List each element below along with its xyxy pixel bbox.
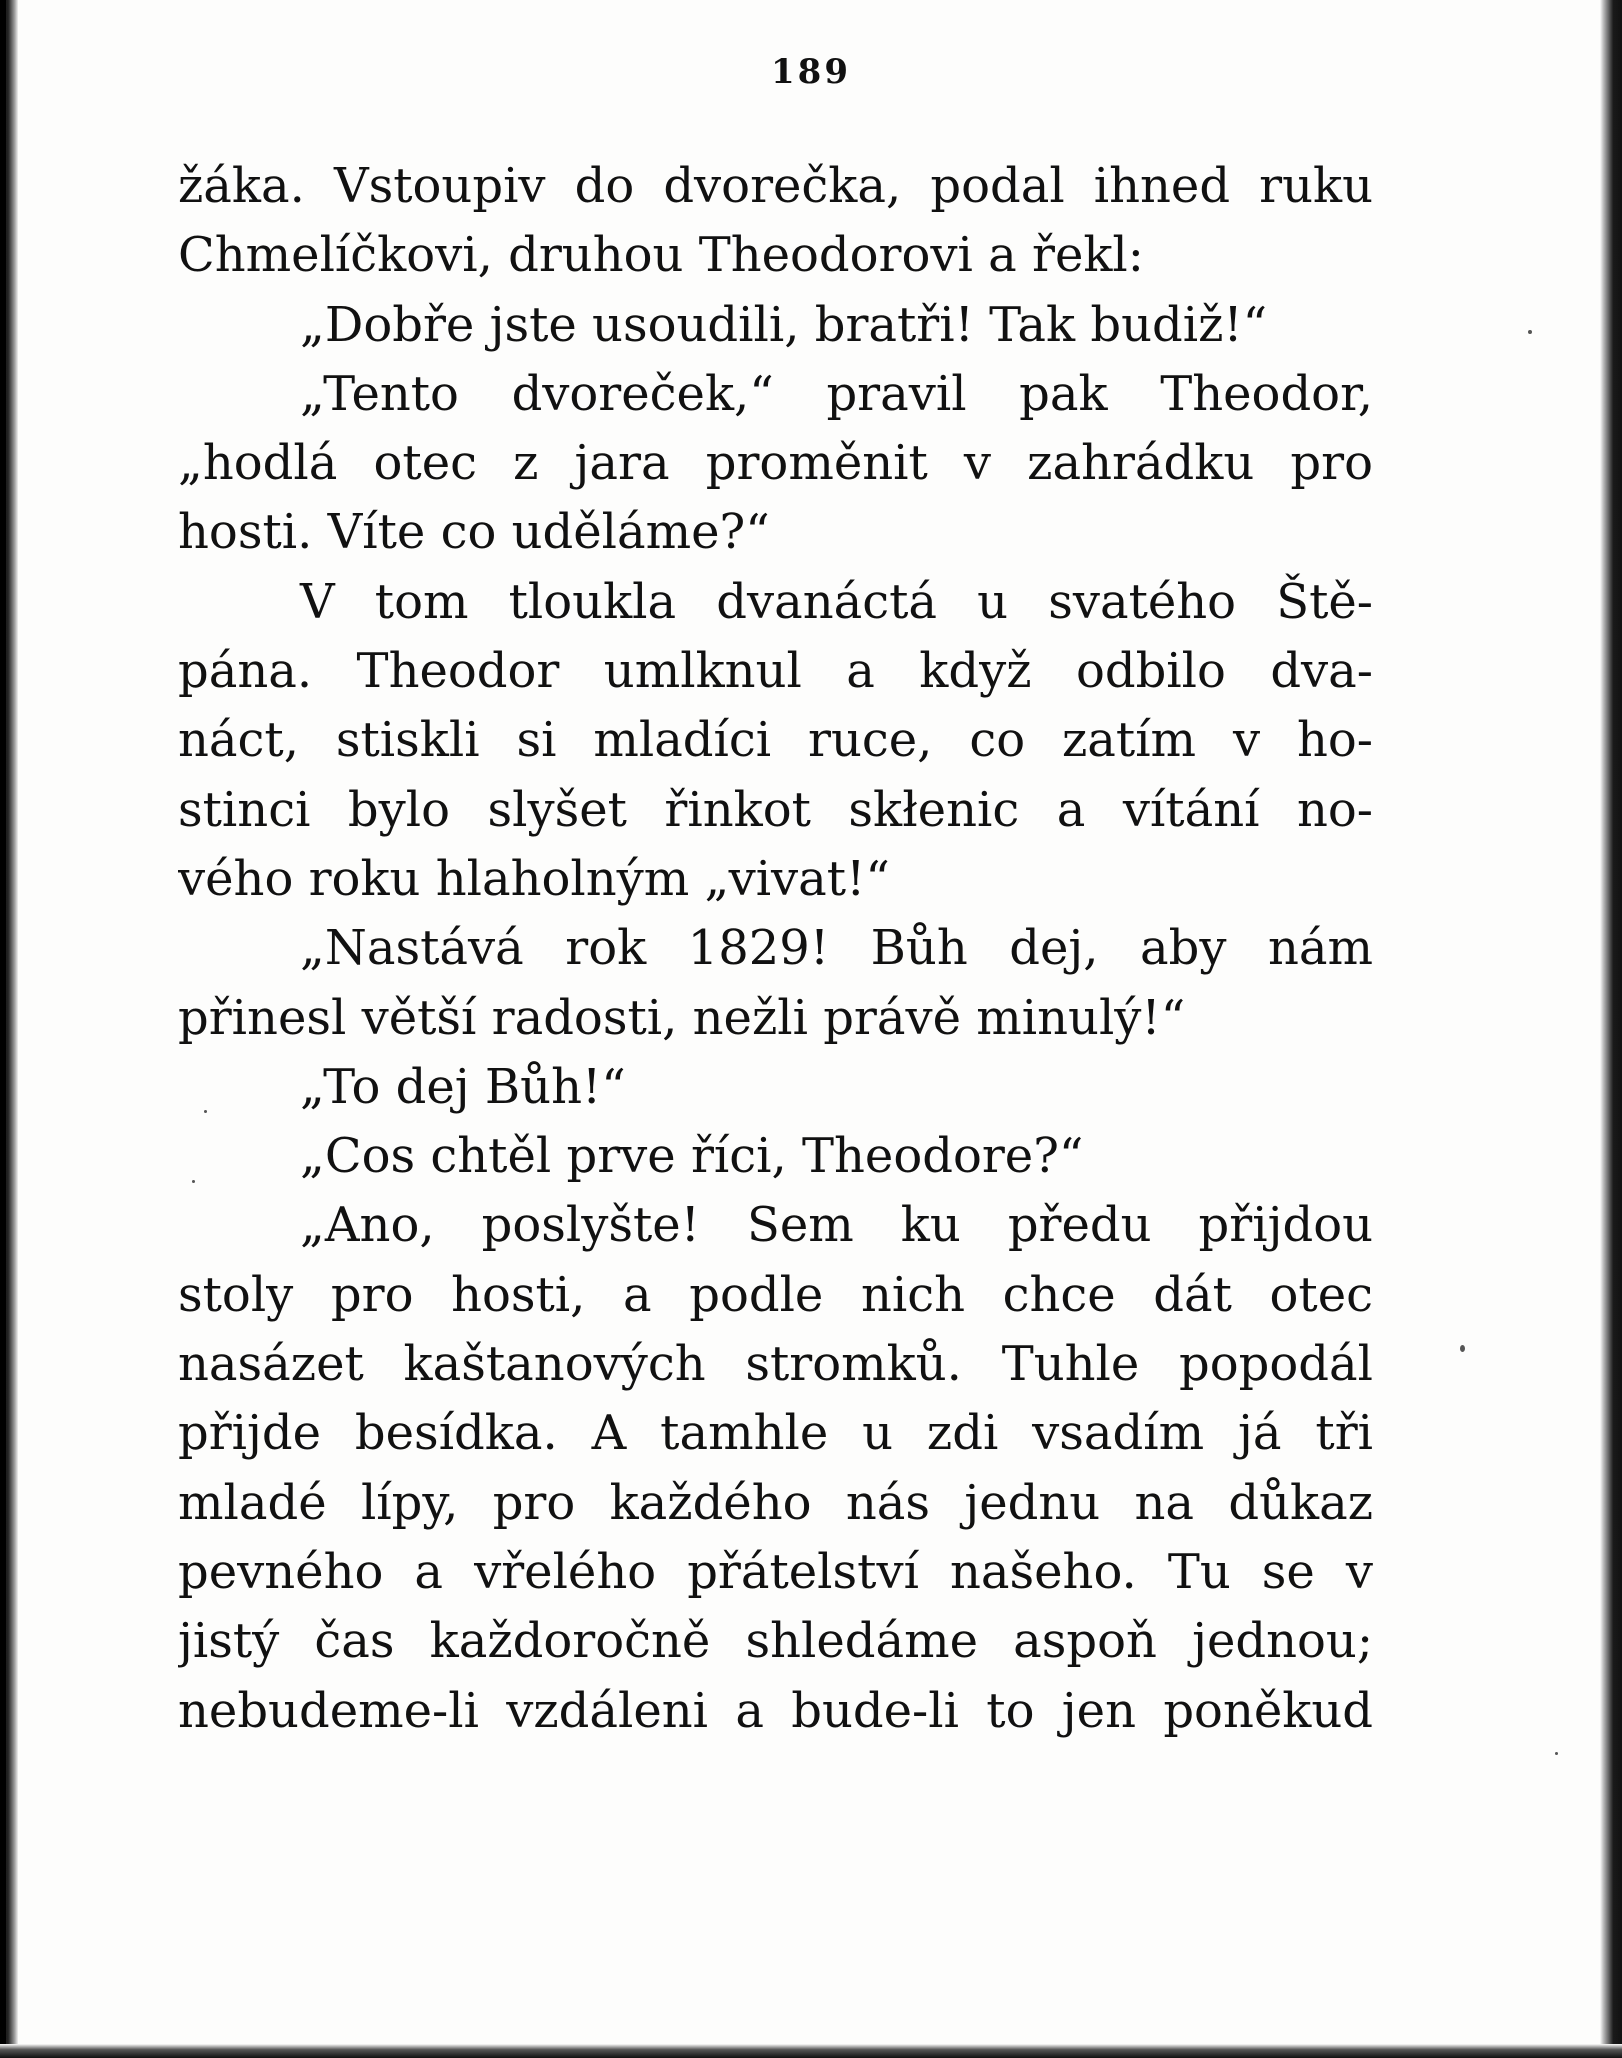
text-line: „Nastává rok 1829! Bůh dej, aby nám — [300, 920, 1373, 977]
paper-speck — [1460, 1345, 1465, 1352]
scan-edge-bottom — [0, 2044, 1622, 2058]
text-line: „Dobře jste usoudili, bratři! Tak budiž!“ — [300, 296, 1268, 353]
paper-speck — [1528, 330, 1532, 334]
text-line: nasázet kaštanových stromků. Tuhle popodál — [178, 1336, 1373, 1393]
text-line: Chmelíčkovi, druhou Theodorovi a řekl: — [178, 227, 1144, 284]
page-number: 189 — [771, 52, 851, 92]
text-line: hosti. Víte co uděláme?“ — [178, 504, 770, 561]
text-line: „Cos chtěl prve říci, Theodore?“ — [300, 1128, 1084, 1185]
text-line: nebudeme-li vzdáleni a bude-li to jen poněkud — [178, 1682, 1373, 1739]
text-line: mladé lípy, pro každého nás jednu na důkaz — [178, 1474, 1373, 1531]
body-text — [178, 152, 1373, 1746]
text-line: pevného a vřelého přátelství našeho. Tu se v — [178, 1543, 1373, 1600]
text-line: jistý čas každoročně shledáme aspoň jednou; — [178, 1613, 1373, 1670]
scan-edge-right — [1600, 0, 1622, 2058]
text-line: „To dej Bůh!“ — [300, 1058, 626, 1115]
text-line: „Tento dvoreček,“ pravil pak Theodor, — [300, 365, 1373, 422]
text-line: vého roku hlaholným „vivat!“ — [178, 850, 890, 907]
text-line: stoly pro hosti, a podle nich chce dát otec — [178, 1266, 1373, 1323]
paper-speck — [1555, 1752, 1558, 1755]
text-line: pána. Theodor umlknul a když odbilo dva- — [178, 643, 1373, 700]
text-line: V tom tloukla dvanáctá u svatého Ště- — [300, 573, 1373, 630]
text-line: přijde besídka. A tamhle u zdi vsadím já tři — [178, 1405, 1373, 1462]
text-line: žáka. Vstoupiv do dvorečka, podal ihned ruku — [178, 158, 1373, 214]
scan-edge-left-dark — [0, 0, 6, 2058]
text-line: stinci bylo slyšet řinkot skłenic a vítání no- — [178, 781, 1373, 838]
text-line: „Ano, poslyšte! Sem ku předu přijdou — [300, 1197, 1373, 1254]
text-line: přinesl větší radosti, nežli právě minulý!“ — [178, 989, 1186, 1046]
text-line: náct, stiskli si mladíci ruce, co zatím v ho- — [178, 712, 1373, 769]
text-line: „hodlá otec z jara proměnit v zahrádku pro — [178, 435, 1373, 492]
